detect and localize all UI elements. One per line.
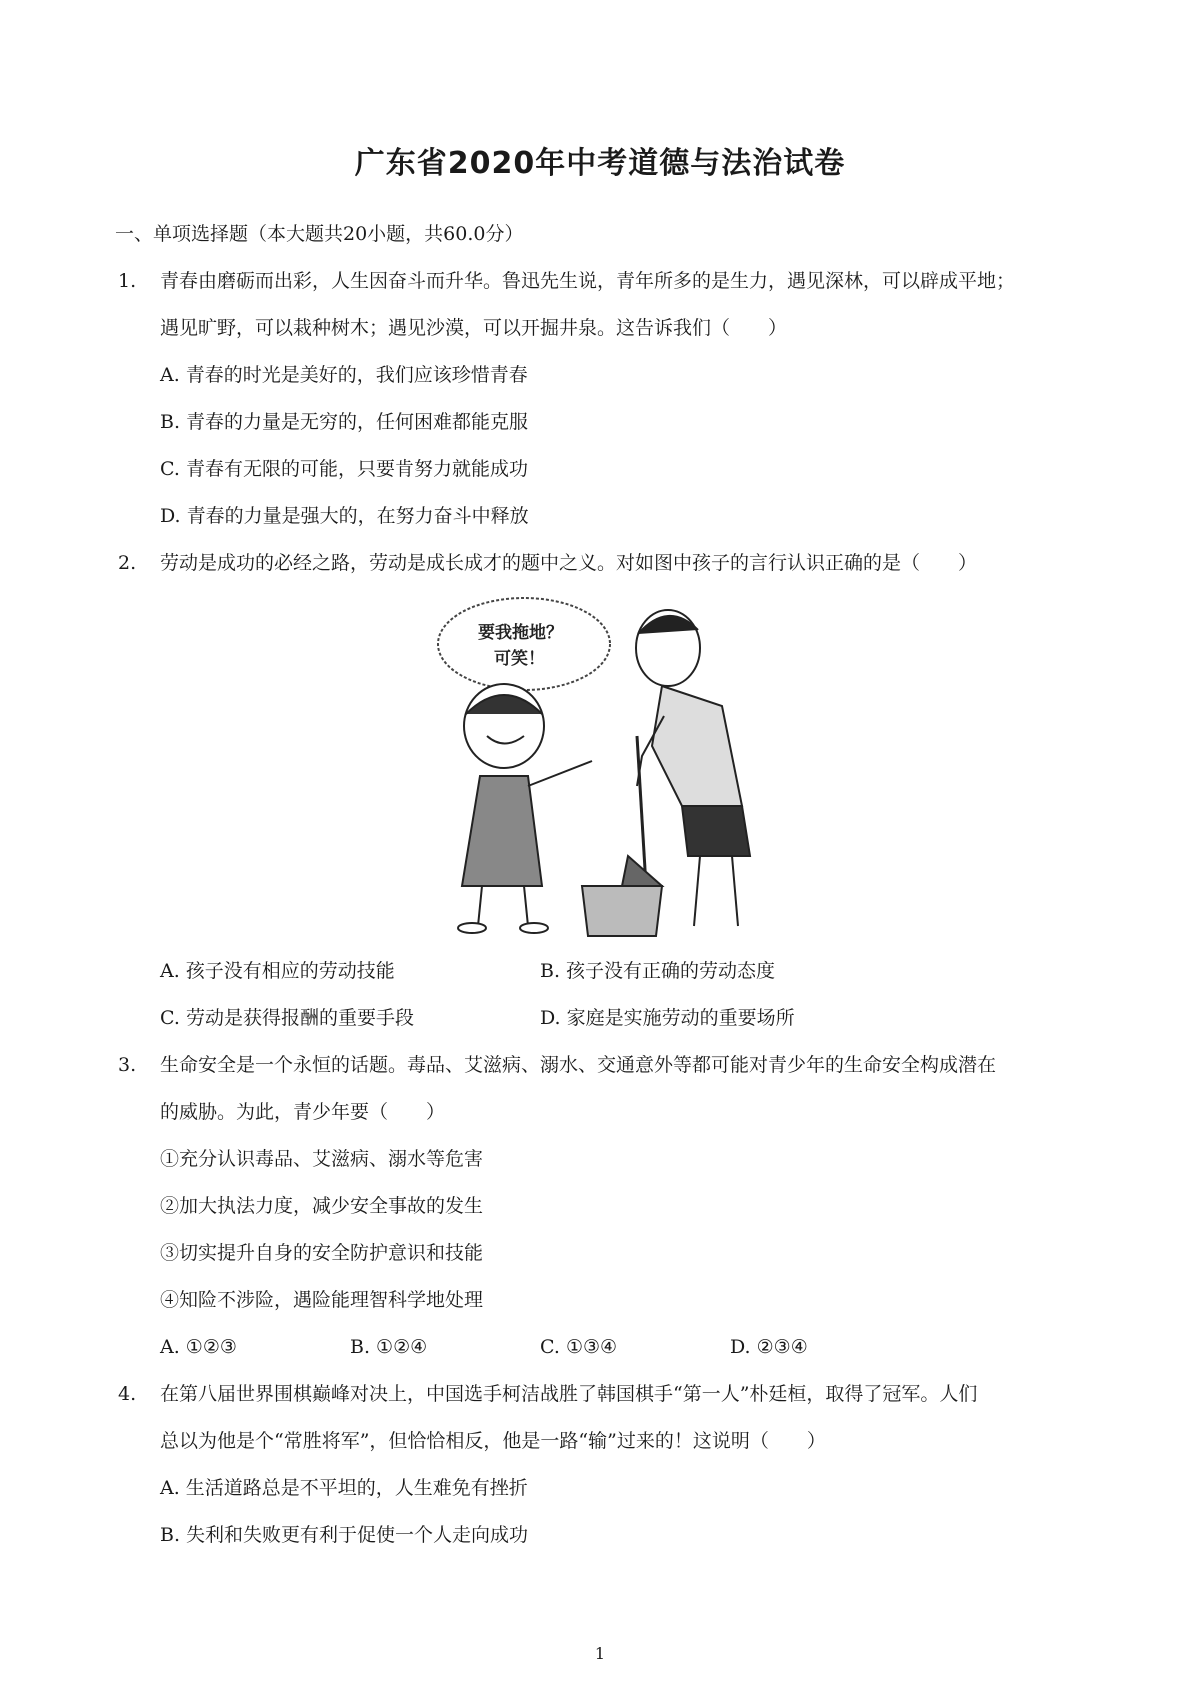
option-a: A. ①②③ [160, 1336, 237, 1358]
option-c: C. 青春有无限的可能，只要肯努力就能成功 [160, 458, 528, 480]
page-title: 广东省2020年中考道德与法治试卷 [354, 146, 846, 181]
question-stem: 青春由磨砺而出彩，人生因奋斗而升华。鲁迅先生说，青年所多的是生力，遇见深林，可以辟成平地； [160, 270, 1016, 292]
page-number: 1 [594, 1644, 606, 1663]
option-a: A. 孩子没有相应的劳动技能 [160, 960, 395, 982]
bubble-text-1: 要我拖地？ [478, 623, 563, 643]
question-number: 3. [118, 1054, 137, 1076]
option-b: B. 失利和失败更有利于促使一个人走向成功 [160, 1524, 529, 1546]
bubble-text-2: 可笑！ [494, 649, 545, 669]
option-b: B. 孩子没有正确的劳动态度 [540, 960, 776, 982]
question-stem: 劳动是成功的必经之路，劳动是成长成才的题中之义。对如图中孩子的言行认识正确的是（ ） [160, 552, 978, 574]
question-stem: 在第八届世界围棋巅峰对决上，中国选手柯洁战胜了韩国棋手“第一人”朴廷桓，取得了冠军。人们 [160, 1383, 978, 1405]
statement-1: ①充分认识毒品、艾滋病、溺水等危害 [160, 1148, 484, 1170]
question-number: 1. [118, 270, 137, 292]
option-d: D. ②③④ [730, 1336, 808, 1358]
question-stem: 生命安全是一个永恒的话题。毒品、艾滋病、溺水、交通意外等都可能对青少年的生命安全构成潜在 [160, 1054, 997, 1076]
question-number: 4. [118, 1383, 137, 1405]
speech-bubble [438, 598, 610, 690]
option-b: B. ①②④ [350, 1336, 428, 1358]
cartoon-image [432, 586, 778, 940]
statement-3: ③切实提升自身的安全防护意识和技能 [160, 1242, 484, 1264]
option-c: C. ①③④ [540, 1336, 618, 1358]
question-stem: 总以为他是个“常胜将军”，但恰恰相反，他是一路“输”过来的！这说明（ ） [160, 1430, 826, 1452]
statement-2: ②加大执法力度，减少安全事故的发生 [160, 1195, 484, 1217]
question-stem: 的威胁。为此，青少年要（ ） [160, 1101, 446, 1123]
option-b: B. 青春的力量是无穷的，任何困难都能克服 [160, 411, 529, 433]
section-heading: 一、单项选择题（本大题共20小题，共60.0分） [115, 223, 524, 245]
option-d: D. 家庭是实施劳动的重要场所 [540, 1007, 795, 1029]
option-a: A. 青春的时光是美好的，我们应该珍惜青春 [160, 364, 528, 386]
option-c: C. 劳动是获得报酬的重要手段 [160, 1007, 414, 1029]
option-d: D. 青春的力量是强大的，在努力奋斗中释放 [160, 505, 529, 527]
question-number: 2. [118, 552, 137, 574]
option-a: A. 生活道路总是不平坦的，人生难免有挫折 [160, 1477, 528, 1499]
statement-4: ④知险不涉险，遇险能理智科学地处理 [160, 1289, 484, 1311]
question-stem: 遇见旷野，可以栽种树木；遇见沙漠，可以开掘井泉。这告诉我们（ ） [160, 317, 788, 339]
